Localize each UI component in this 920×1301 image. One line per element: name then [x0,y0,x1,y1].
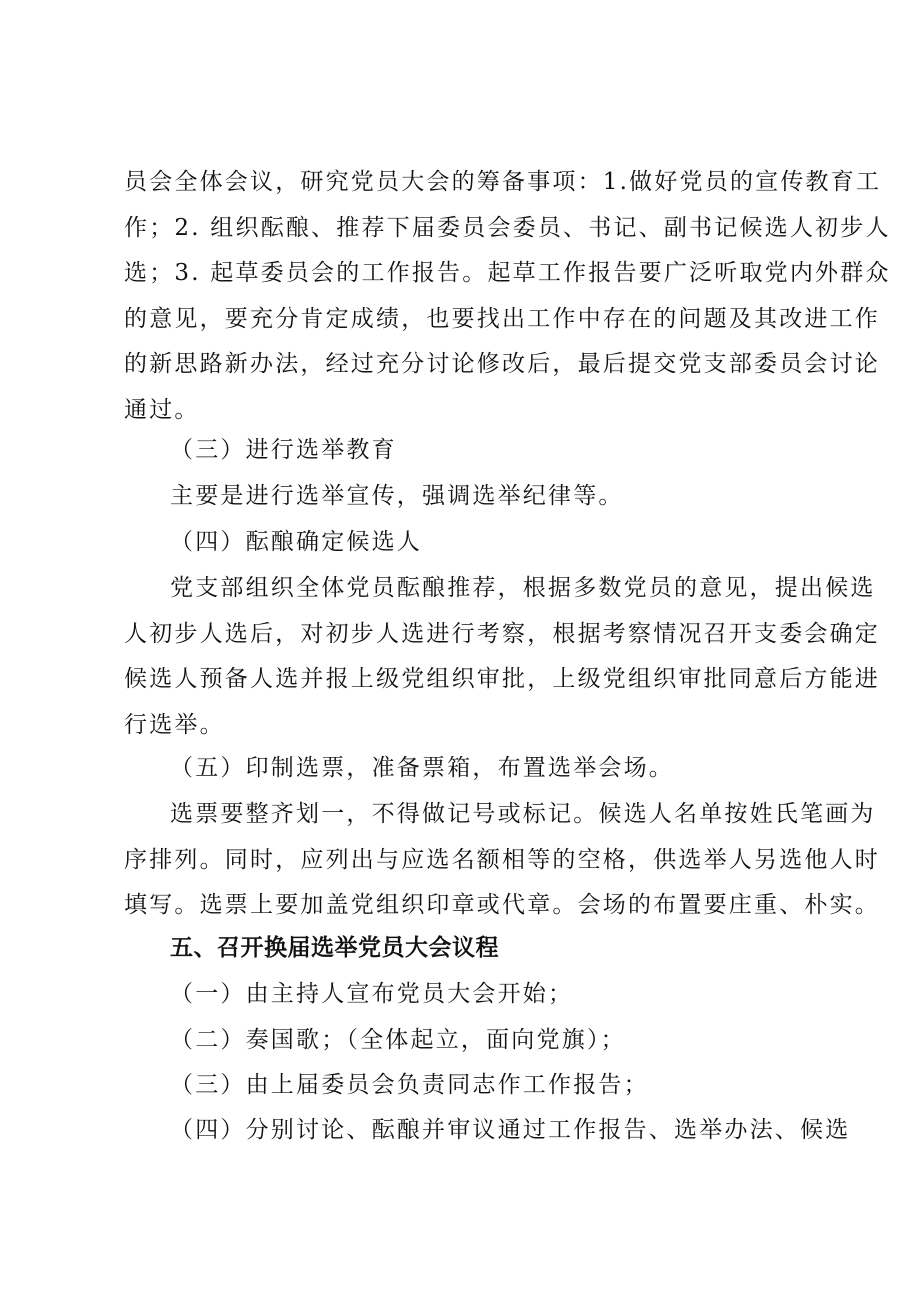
text-line: 通过。 [124,396,200,423]
text-line: 人初步人选后，对初步人选进行考察，根据考察情况召开支委会确定 [124,620,880,647]
text-line: 的新思路新办法，经过充分讨论修改后，最后提交党支部委员会讨论 [124,351,880,377]
subsection-heading-election-education: （三）进行选举教育 [170,437,397,463]
preparation-paragraph [124,160,891,433]
election-education-text: 主要是进行选举宣传，强调选举纪律等。 [170,483,624,509]
text-line: 填写。选票上要加盖党组织印章或代章。会场的布置要庄重、朴实。 [124,892,880,918]
text-line: 作；2. 组织酝酿、推荐下届委员会委员、书记、副书记候选人初步人 [124,214,891,241]
text-line: 的意见，要充分肯定成绩，也要找出工作中存在的问题及其改进工作 [124,305,880,332]
ballots-paragraph [124,792,880,929]
text-line: 选票要整齐划一，不得做记号或标记。候选人名单按姓氏笔画为 [170,801,876,827]
subsection-heading-ballots: （五）印制选票，准备票箱，布置选举会场。 [170,755,674,781]
text-line: 候选人预备人选并报上级党组织审批，上级党组织审批同意后方能进 [124,666,880,692]
text-line: 党支部组织全体党员酝酿推荐，根据多数党员的意见，提出候选 [170,575,876,601]
agenda-item: （二）奏国歌；（全体起立，面向党旗）； [170,1027,626,1053]
section-title: 五、召开换届选举党员大会议程 [170,935,499,961]
text-line: 序排列。同时，应列出与应选名额相等的空格，供选举人另选他人时 [124,846,880,873]
text-line: 员会全体会议，研究党员大会的筹备事项：1.做好党员的宣传教育工 [124,169,882,195]
text-line: 选；3. 起草委员会的工作报告。起草工作报告要广泛听取党内外群众 [124,260,891,286]
agenda-item: （三）由上届委员会负责同志作工作报告； [170,1072,649,1098]
candidates-paragraph [124,566,880,748]
agenda-item: （一）由主持人宣布党员大会开始； [170,981,574,1007]
agenda-item: （四）分别讨论、酝酿并审议通过工作报告、选举办法、候选 [170,1117,851,1143]
subsection-heading-candidates: （四）酝酿确定候选人 [170,529,422,555]
text-line: 行选举。 [124,711,225,738]
